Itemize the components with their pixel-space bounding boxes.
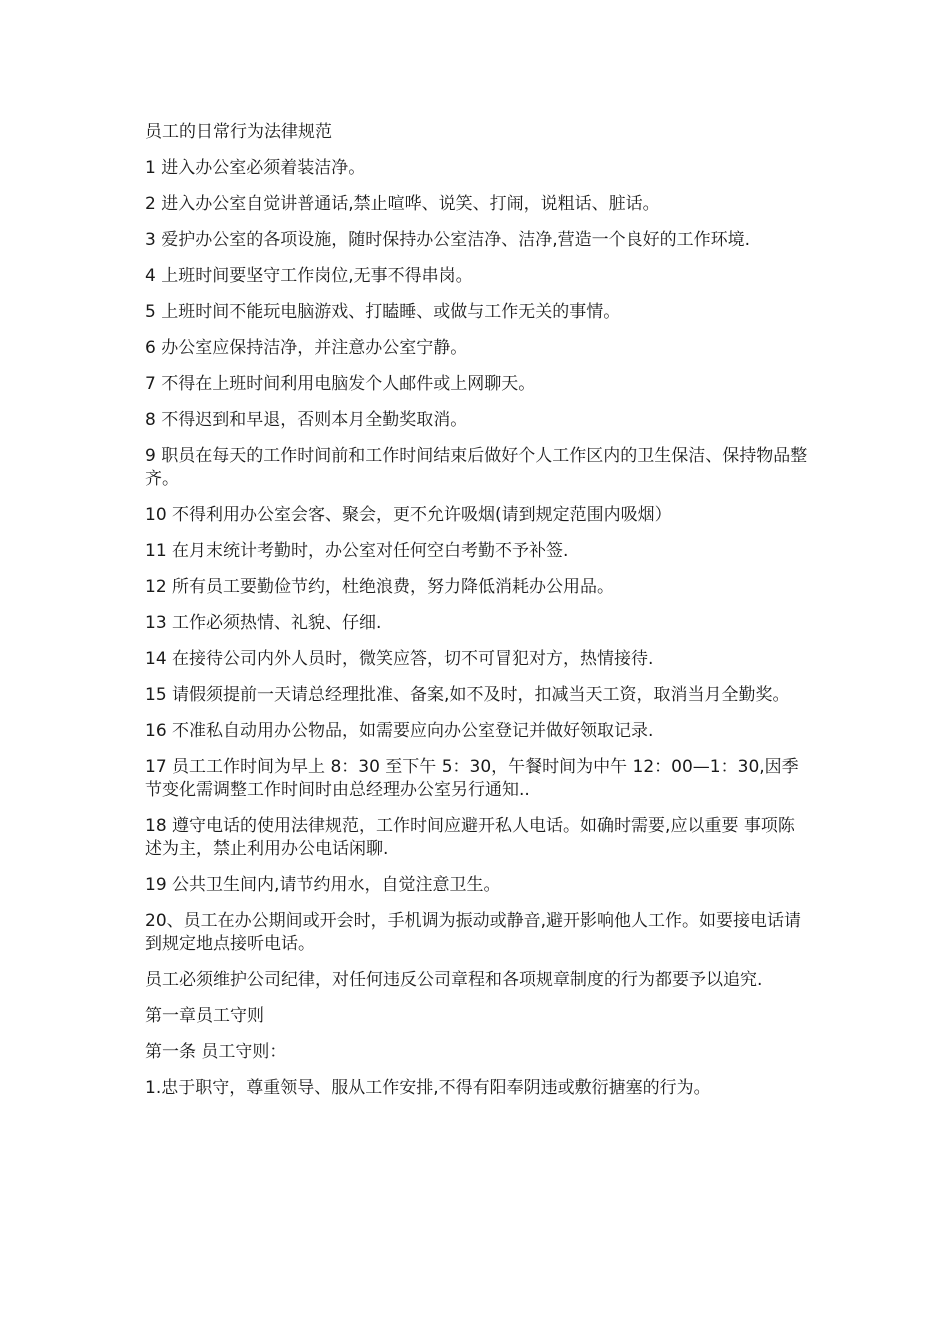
rule-item-13: 13 工作必须热情、礼貌、仔细. [145, 613, 382, 633]
closing-statement: 员工必须维护公司纪律，对任何违反公司章程和各项规章制度的行为都要予以追究. [145, 970, 763, 990]
rule-item-19: 19 公共卫生间内,请节约用水，自觉注意卫生。 [145, 875, 501, 895]
article-title: 第一条 员工守则： [145, 1042, 287, 1062]
rule-item-12: 12 所有员工要勤俭节约，杜绝浪费，努力降低消耗办公用品。 [145, 577, 615, 597]
rule-item-8: 8 不得迟到和早退，否则本月全勤奖取消。 [145, 410, 468, 430]
rule-item-5: 5 上班时间不能玩电脑游戏、打瞌睡、或做与工作无关的事情。 [145, 302, 621, 322]
rule-item-16: 16 不准私自动用办公物品，如需要应向办公室登记并做好领取记录. [145, 721, 654, 741]
chapter-title: 第一章员工守则 [145, 1006, 264, 1026]
rule-item-6: 6 办公室应保持洁净，并注意办公室宁静。 [145, 338, 468, 358]
rule-item-15: 15 请假须提前一天请总经理批准、备案,如不及时，扣减当天工资，取消当月全勤奖。 [145, 685, 790, 705]
rule-item-9: 9 职员在每天的工作时间前和工作时间结束后做好个人工作区内的卫生保洁、保持物品整齐。 [145, 446, 808, 489]
rule-item-17: 17 员工工作时间为早上 8：30 至下午 5：30，午餐时间为中午 12：00—1：30,因季节变化需调整工作时间时由总经理办公室另行通知.. [145, 757, 799, 800]
rule-item-3: 3 爱护办公室的各项设施，随时保持办公室洁净、洁净,营造一个良好的工作环境. [145, 230, 751, 250]
rule-item-7: 7 不得在上班时间利用电脑发个人邮件或上网聊天。 [145, 374, 536, 394]
article-item-1: 1.忠于职守，尊重领导、服从工作安排,不得有阳奉阴违或敷衍搪塞的行为。 [145, 1078, 711, 1098]
rule-item-4: 4 上班时间要坚守工作岗位,无事不得串岗。 [145, 266, 473, 286]
document-body [145, 121, 810, 1113]
rule-item-11: 11 在月末统计考勤时，办公室对任何空白考勤不予补签. [145, 541, 569, 561]
rule-item-20: 20、员工在办公期间或开会时，手机调为振动或静音,避开影响他人工作。如要接电话请到规定地点接听电话。 [145, 911, 802, 954]
rule-item-2: 2 进入办公室自觉讲普通话,禁止喧哗、说笑、打闹，说粗话、脏话。 [145, 194, 660, 214]
rule-item-14: 14 在接待公司内外人员时，微笑应答，切不可冒犯对方，热情接待. [145, 649, 654, 669]
rule-item-1: 1 进入办公室必须着装洁净。 [145, 158, 366, 178]
rule-item-10: 10 不得利用办公室会客、聚会，更不允许吸烟(请到规定范围内吸烟） [145, 505, 672, 525]
rule-item-18: 18 遵守电话的使用法律规范，工作时间应避开私人电话。如确时需要,应以重要 事项陈述为主，禁止利用办公电话闲聊. [145, 816, 795, 859]
document-title: 员工的日常行为法律规范 [145, 122, 332, 142]
